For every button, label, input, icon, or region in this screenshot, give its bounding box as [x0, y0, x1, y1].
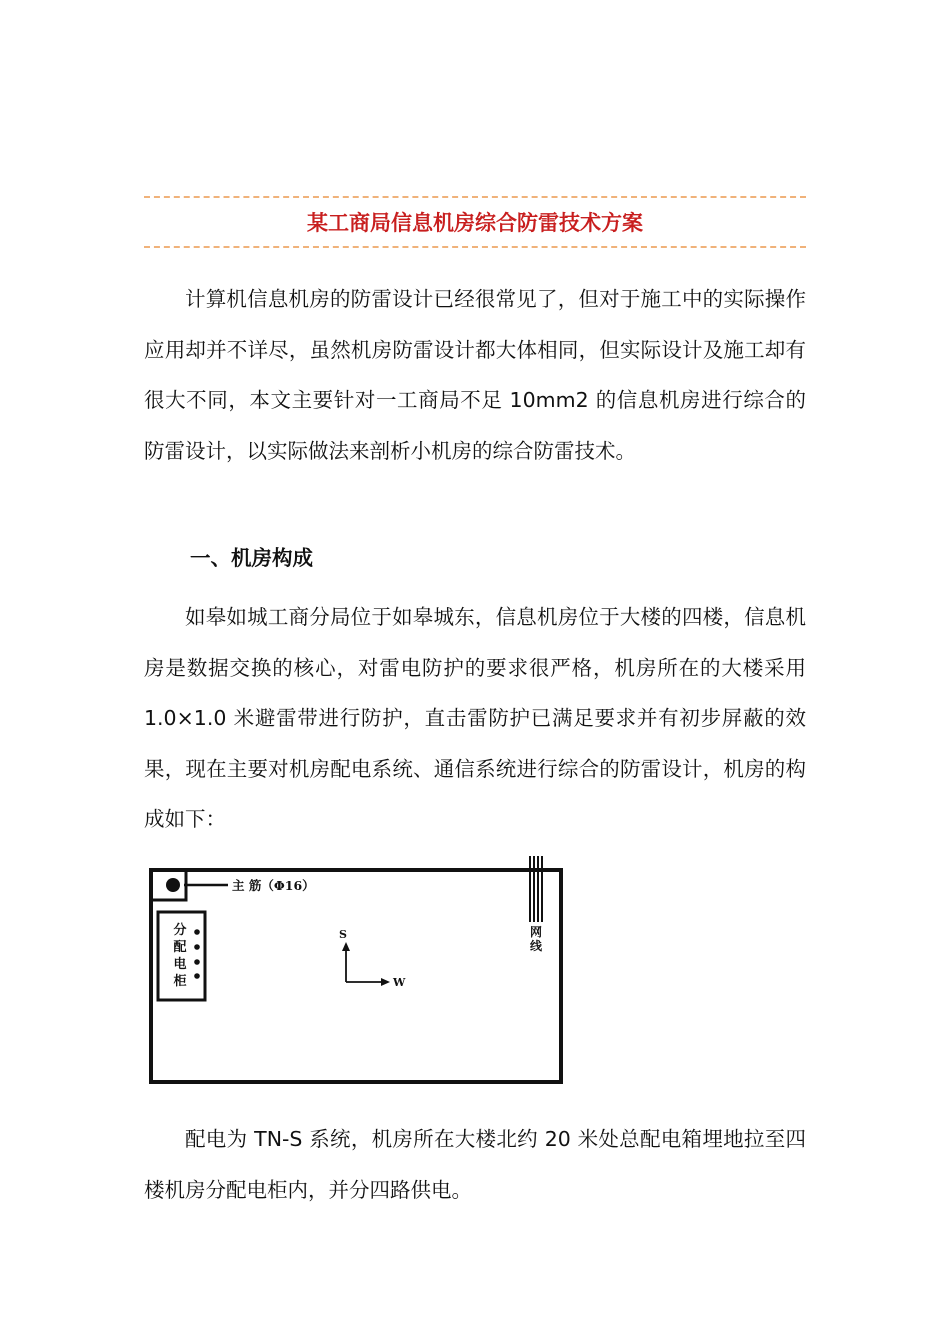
compass-s-label: S	[339, 928, 347, 941]
title-rule-top	[144, 196, 806, 198]
network-char-1: 网	[529, 925, 543, 939]
section-heading: 一、机房构成	[190, 546, 313, 570]
compass-s-arrow	[342, 942, 350, 951]
rebar-label: 主 筋（Φ16）	[232, 878, 315, 893]
room-layout-diagram	[144, 852, 568, 1092]
cabinet-outlet-2	[194, 944, 200, 950]
title-rule-bottom	[144, 246, 806, 248]
cabinet-char-3: 电	[173, 957, 187, 972]
intro-paragraph: 计算机信息机房的防雷设计已经很常见了，但对于施工中的实际操作应用却并不详尽，虽然机房防雷设计都大体相同，但实际设计及施工却有很大不同，本文主要针对一工商局不足 10mm2 的信息机房进行综合的防雷设计，以实际做法来剖析小机房的综合防雷技术。	[144, 287, 806, 463]
cabinet-outlet-3	[194, 959, 200, 965]
power-paragraph: 配电为 TN-S 系统，机房所在大楼北约 20 米处总配电箱埋地拉至四楼机房分配电柜内，并分四路供电。	[144, 1127, 806, 1202]
page-title: 某工商局信息机房综合防雷技术方案	[307, 211, 643, 235]
network-char-2: 线	[529, 939, 543, 953]
rebar-dot	[166, 878, 180, 892]
cabinet-char-4: 柜	[173, 974, 187, 989]
composition-paragraph: 如皋如城工商分局位于如皋城东，信息机房位于大楼的四楼，信息机房是数据交换的核心，对雷电防护的要求很严格，机房所在的大楼采用 1.0×1.0 米避雷带进行防护，直击雷防护已满足要求并有初步屏蔽的效果，现在主要对机房配电系统、通信系统进行综合的防雷设计，机房的构成如下：	[144, 605, 806, 831]
cabinet-char-1: 分	[173, 923, 187, 938]
cabinet-char-2: 配	[173, 940, 187, 955]
compass-w-label: W	[393, 976, 406, 989]
room-wall	[151, 870, 561, 1082]
cabinet-outlet-1	[194, 929, 200, 935]
compass-w-arrow	[381, 978, 390, 986]
cabinet-outlet-4	[194, 973, 200, 979]
